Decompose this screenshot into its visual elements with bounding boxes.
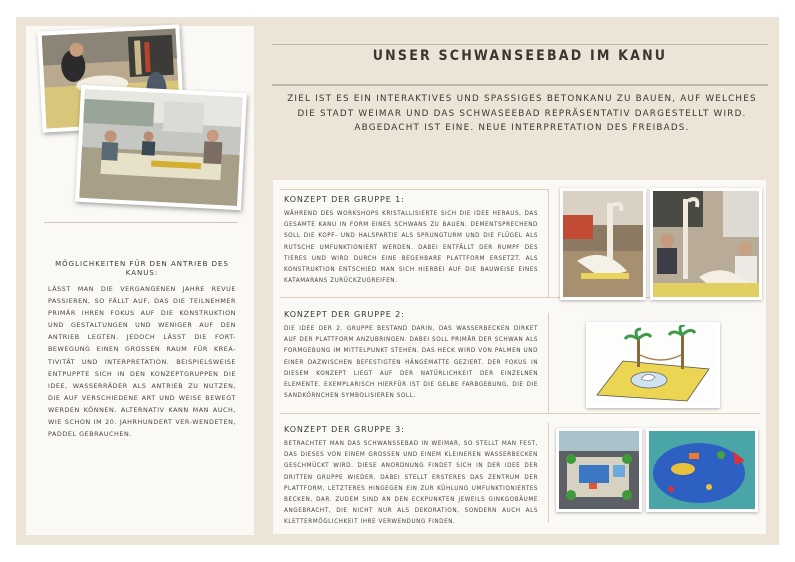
group-2-side-rule: [548, 313, 549, 413]
group-2-sketch: [586, 322, 720, 408]
concept-3-text: BETRACHTET MAN DAS SCHWANSSEBAD IN WEIMAR, SO STELLT MAN FEST, DAS DIESES VON EINEM GROSSEN UND EINEM KLEINEREN WASSERBECKEN GESCHMÜCKT WIRD. DIESE ANORDNUNG FINDET SICH IN DER IDEE DER DRITTEN GRUPPE WIEDER. DABEI STELLT ERSTERES DAS ZENTRUM DER PLATTFORM, LETZTERES HINGEGEN EIN ZUR KÜHLUNG UMFUNKTIONIERTES BECKEN, DAR. ZUDEM SIND AN DEN ECKPUNKTEN JEWEILS GINKGOBÄUME ANGEBRACHT, DIE NICHT NUR ALS DEKORATION, SONDERN AUCH ALS KLETTERMÖGLICHKEIT IHRE VERWENDUNG FINDEN.: [284, 441, 538, 526]
concept-2-heading: KONZEPT DER GRUPPE 2:: [284, 310, 405, 319]
left-divider: [44, 222, 238, 223]
title-rule-bottom: [272, 84, 768, 86]
group-1-top-rule: [280, 189, 548, 190]
concept-1-heading: KONZEPT DER GRUPPE 1:: [284, 195, 405, 204]
page-title: UNSER SCHWANSEEBAD IM KANU: [372, 48, 668, 64]
concept-3-heading: KONZEPT DER GRUPPE 3:: [284, 425, 405, 434]
group-3-model-photo: [556, 428, 642, 512]
concept-2-text: DIE IDEE DER 2. GRUPPE BESTAND DARIN, DAS WASSERBECKEN DIRKET AUF DER PLATTFORM ANZUBRINGEN. DABEI SOLL PRIMÄR DER SCHWAN ALS FORMGEBUNG IM MITTELPUNKT STEHEN. DAS HECK WIRD VON PALMEN UND EINER DAZWISCHEN BEFESTIGTEN HÄNGEMATTE GEZIERT. DER FOKUS IN DIESEM KONZEPT LIEGT AUF DER NATÜRLICHKEIT DER EINZELNEN ELEMENTE. EXEMPLARISCH HIERFÜR IST DIE GELBE FARBGEBUNG, DIE DIE SANDKÖRNCHEN SYMBOLISIEREN SOLL.: [284, 326, 538, 400]
propulsion-text: LÄSST MAN DIE VERGANGENEN JAHRE REVUE PASSIEREN, SO FÄLLT AUF, DAS DIE TEILNEHMER PRIMÄR IHREN FOKUS AUF DIE KONSTRUKTION UND GESTALTUNGEN UND WENIGER AUF DEN ANTRIEB LEGTEN. JEDOCH LÄSST DIE FORT-BEWEGUNG EINEN GROSSEN RAUM FÜR KREA-TIVITÄT UND INTERPRETATION. BEISPIELSWEISE ENTPUPPTE SICH IN DEN KONZEPTGRUPPEN DIE IDEE, WASSERRÄDER ALS ANTRIEB ZU NUTZEN, DIE AUF VERSCHIEDENE ART UND WEISE BEWEGT WERDEN KÖNNEN. ALTERNATIV KANN MAN AUCH, WIE SCHON IM 20. JAHRHUNDERT VER-WENDETEN, PADDEL GEBRAUCHEN.: [48, 285, 236, 439]
group-3-pool-model-photo: [646, 428, 758, 512]
workshop-photo-2: [75, 85, 247, 211]
group-1-side-rule: [548, 189, 549, 297]
propulsion-heading: MÖGLICHKEITEN FÜR DEN ANTRIEB DES KANUS:: [55, 260, 229, 277]
group-1-workshop-photo: [650, 188, 762, 300]
title-rule-top: [272, 44, 768, 45]
project-goal-text: ZIEL IST ES EIN INTERAKTIVES UND SPASSIGES BETONKANU ZU BAUEN, AUF WELCHES DIE STADT WEIMAR UND DAS SCHWASEEBAD REPRÄSENTATIV DARGESTELLT WIRD. ABGEDACHT IST EINE. NEUE INTERPRETATION DES FREIBADS.: [287, 94, 757, 133]
group-2-bottom-rule: [280, 413, 760, 414]
group-1-model-photo: [560, 188, 646, 300]
group-3-side-rule: [548, 423, 549, 523]
concept-1-text: WÄHREND DES WORKSHOPS KRISTALLISIERTE SICH DIE IDEE HERAUS, DAS GESAMTE KANU IN FORM EINES SCHWANS ZU BAUEN. DEMENTSPRECHEND SOLL DIE KOPF- UND HALSPARTIE ALS SPRUNGTURM UND DIE FLÜGEL ALS RUTSCHE UMFUNKTIONIERT WERDEN. DABEI ENTFÄLLT DER RUMPF DES TIERES UND WIRD DURCH EINE BEGEHBARE PLATTFORM ERSETZT. ALS KONSTRUKTION ENTSCHIED MAN SICH HIERBEI AUF DIE BAUWEISE EINES KATAMARANS ZURÜCKZUGREIFEN.: [284, 211, 538, 285]
